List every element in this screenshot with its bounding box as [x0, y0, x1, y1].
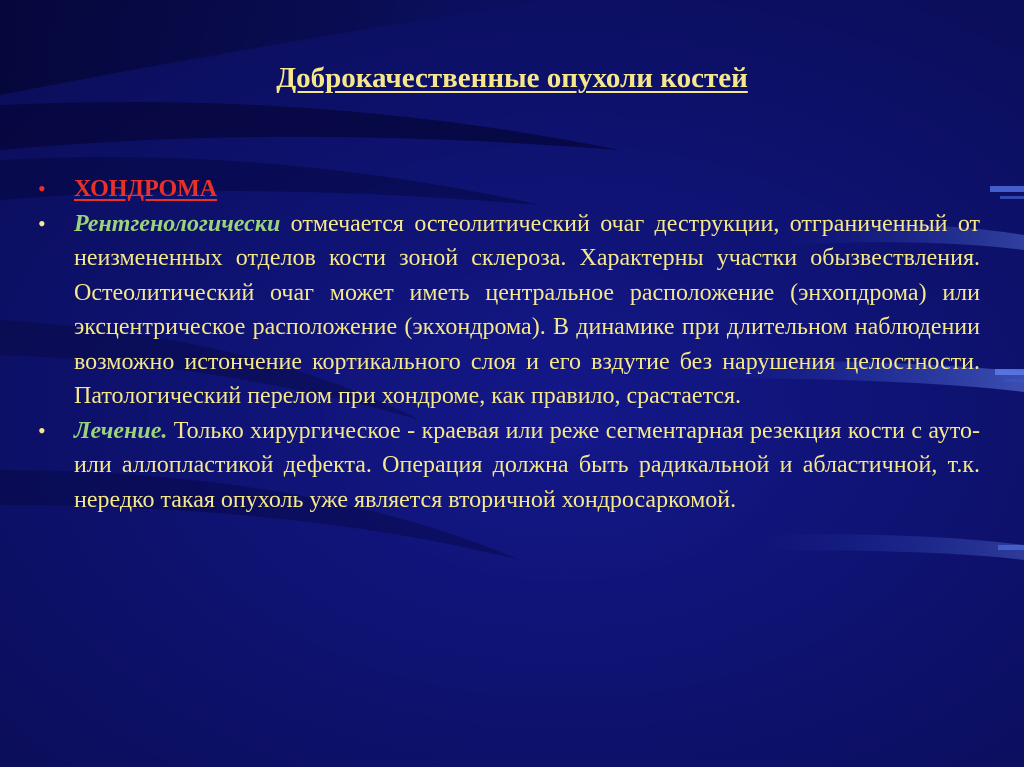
term-radiology: Рентгенологически	[74, 210, 281, 237]
treatment-text: Только хирургическое - краевая или реже сегментарная резекция кости с ауто- или аллопластикой дефекта. Операция должна быть радикальной и абластичной, т.к. нередко такая опухоль уже является вторичной хондросаркомой.	[74, 417, 980, 513]
list-item-treatment	[38, 414, 980, 518]
term-treatment: Лечение.	[74, 417, 168, 444]
list-item-chondroma	[38, 172, 980, 207]
slide-content	[38, 172, 980, 517]
bullet-icon: •	[38, 417, 46, 443]
section-heading: ХОНДРОМА	[74, 176, 218, 202]
bullet-icon: •	[38, 176, 46, 201]
radiology-text: отмечается остеолитический очаг деструкции, отграниченный от неизмененных отделов кости зоной склероза. Характерны участки обызвествления. Остеолитический очаг может иметь центральное расположение (энхопдрома) или эксцентрическое расположение (экхондрома). В динамике при длительном наблюдении возможно истончение кортикального слоя и его вздутие без нарушения целостности. Патологический перелом при хондроме, как правило, срастается.	[74, 210, 980, 409]
list-item-radiology	[38, 207, 980, 414]
bullet-icon: •	[38, 210, 46, 236]
slide-title: Доброкачественные опухоли костей	[276, 62, 748, 94]
